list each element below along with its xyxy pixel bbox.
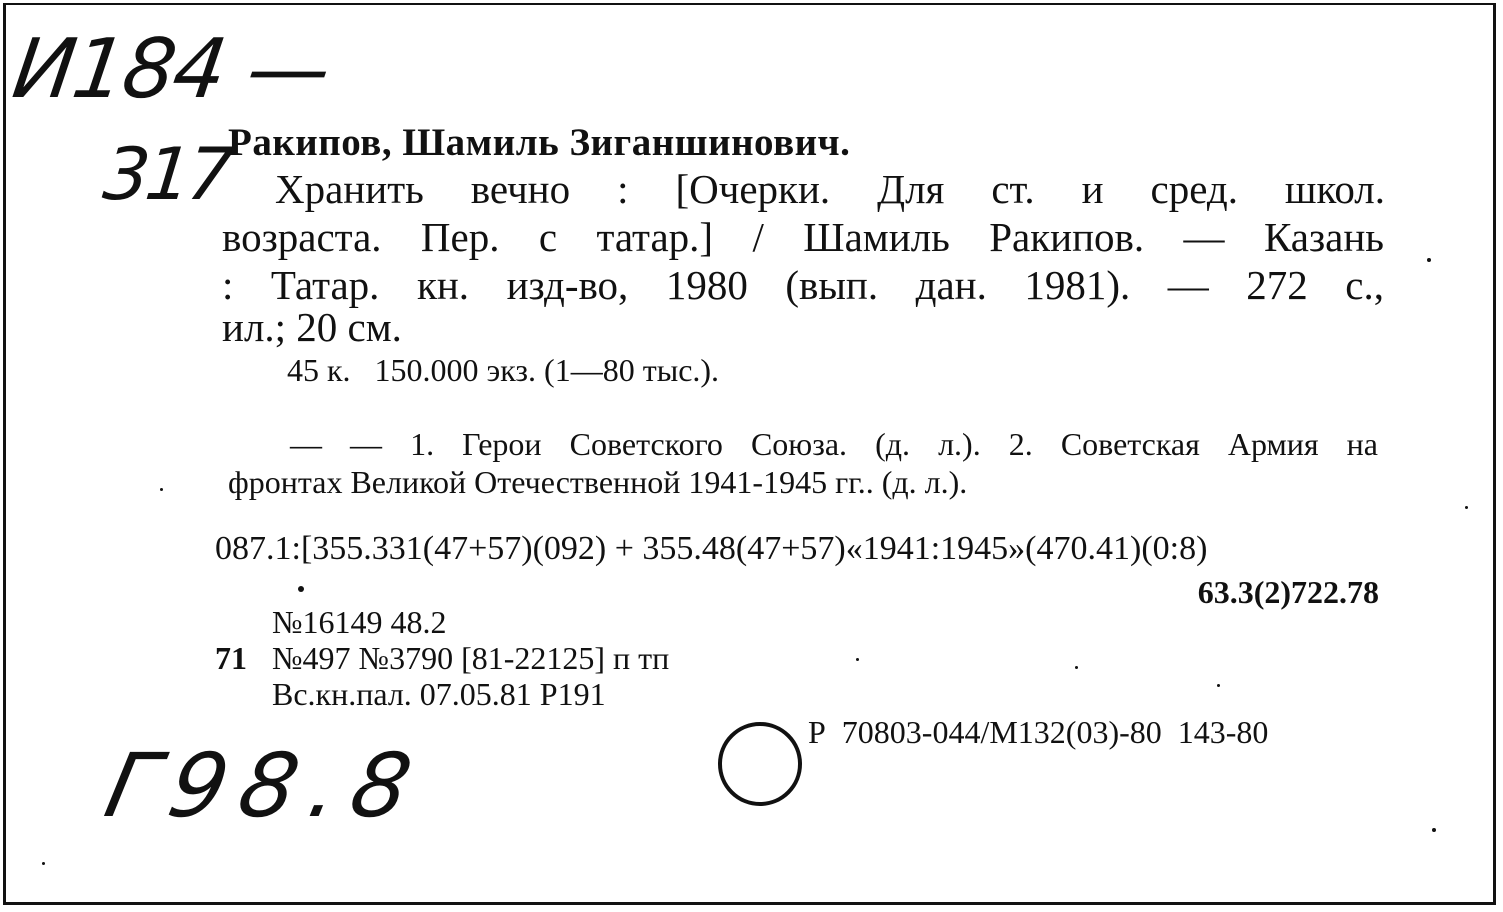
- registration-line-1: №16149 48.2: [272, 604, 447, 640]
- scan-speck: [160, 488, 163, 491]
- scan-speck: [856, 658, 859, 661]
- handwritten-shelf-mark: Г98.8: [97, 734, 434, 837]
- author-heading: Ракипов, Шамиль Зиганшинович.: [228, 121, 851, 164]
- scan-speck: [1432, 828, 1436, 832]
- title-line-3: : Татар. кн. изд-во, 1980 (вып. дан. 1981). — 272 с.,: [222, 262, 1384, 308]
- subject-headings-line-1: — — 1. Герои Советского Союза. (д. л.). 2. Советская Армия на: [290, 426, 1378, 462]
- handwritten-call-number: И184 —: [7, 22, 335, 117]
- scan-speck: [298, 586, 304, 592]
- bbk-index: 63.3(2)722.78: [1197, 574, 1379, 610]
- subject-headings-line-2: фронтах Великой Отечественной 1941-1945 гг.. (д. л.).: [228, 464, 968, 500]
- price-print-run: 45 к. 150.000 экз. (1—80 тыс.).: [287, 352, 720, 388]
- title-line-1: Хранить вечно : [Очерки. Для ст. и сред. школ.: [275, 166, 1385, 212]
- registration-prefix: 71: [215, 640, 247, 676]
- scan-speck: [1427, 258, 1431, 262]
- title-line-2: возраста. Пер. с татар.] / Шамиль Ракипов. — Казань: [222, 214, 1384, 260]
- registration-line-2: №497 №3790 [81-22125] п тп: [272, 640, 670, 676]
- registration-line-3: Вс.кн.пал. 07.05.81 Р191: [272, 676, 606, 712]
- scan-speck: [42, 862, 45, 865]
- scan-speck: [1465, 506, 1468, 509]
- handwritten-call-number-sub: 317: [99, 132, 234, 216]
- title-line-4: ил.; 20 см.: [222, 304, 402, 350]
- scan-speck: [1217, 684, 1220, 687]
- udc-index: 087.1:[355.331(47+57)(092) + 355.48(47+57)«1941:1945»(470.41)(0:8): [215, 530, 1208, 567]
- scan-speck: [1075, 666, 1078, 669]
- publisher-code: Р 70803-044/М132(03)-80 143-80: [808, 714, 1269, 750]
- circle-mark-icon: [718, 722, 802, 806]
